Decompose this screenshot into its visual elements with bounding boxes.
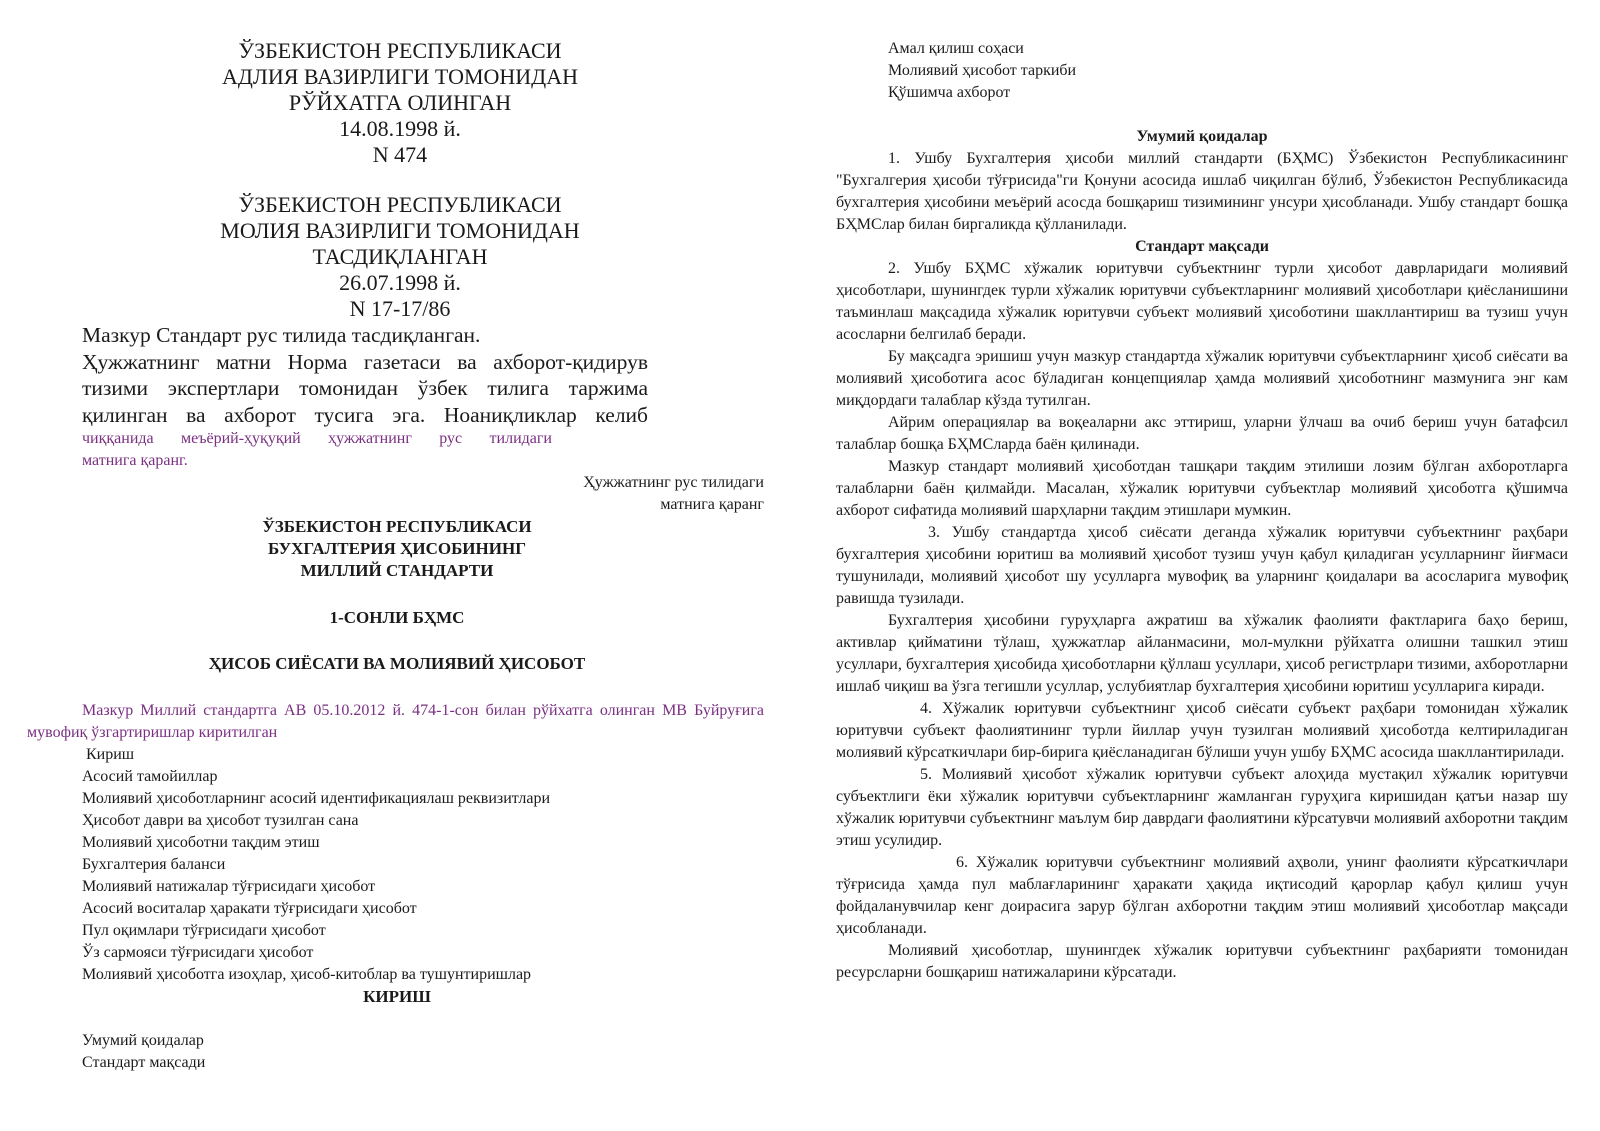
section-heading-standard-goal: Стандарт мақсади	[1135, 238, 1269, 255]
intro-purple-line[interactable]: чиққанида меъёрий-ҳуқуқий ҳужжатнинг рус тилидаги	[82, 430, 552, 447]
intro-purple-line[interactable]: матнига қаранг.	[82, 452, 188, 469]
see-russian-line: матнига қаранг	[660, 496, 764, 513]
paragraph-4: Айрим операциялар ва воқеаларни акс эттириш, уларни ўлчаш ва очиб бериш учун батафсил талаблар бошқа БҲМСларда баён қилинади.	[836, 414, 1568, 453]
registration-stamp	[0, 38, 780, 168]
table-of-contents	[82, 744, 780, 986]
toc-item[interactable]: Стандарт мақсади	[82, 1054, 206, 1071]
paragraph-8: 4. Хўжалик юритувчи субъектнинг ҳисоб сиёсати субъект раҳбари томонидан хўжалик юритувчи субъект фаолиятининг турли йиллар учун тузилган молиявий ҳисоботда келтириладиган молиявий кўрсаткичлари бир-бирига қиёсланадиган бўлиши учун ушбу БҲМС асосида шакллантирилади.	[836, 700, 1568, 761]
toc-item[interactable]: Бухгалтерия баланси	[82, 856, 226, 873]
paragraph-11: Молиявий ҳисоботлар, шунингдек хўжалик юритувчи субъектнинг раҳбарияти томонидан ресурсларни бошқариш натижаларини кўрсатади.	[836, 942, 1568, 981]
intro-line: қилинган ва ахборот тусига эга. Ноаниқликлар келиб	[82, 402, 648, 427]
toc-item[interactable]: Умумий қоидалар	[82, 1032, 204, 1049]
paragraph-6: 3. Ушбу стандартда ҳисоб сиёсати деганда хўжалик юритувчи субъектнинг раҳбари бухгалтерия ҳисобини юритиш ва молиявий ҳисобот тузиш учун қабул қиладиган усулларнинг йиғмаси тушунилади, молиявий ҳисобот шу усулларга мувофиқ ва уларнинг қоидалари ва асосларига мувофиқ равишда тузилади.	[836, 524, 1568, 607]
paragraph-3: Бу мақсадга эришиш учун мазкур стандартда хўжалик юритувчи субъектларнинг ҳисоб сиёсати ва молиявий ҳисоботига асос бўладиган концепциялар ҳамда молиявий ҳисоботнинг мазмунига энг кам миқдордаги талаблар кўзда тутилган.	[836, 348, 1568, 409]
paragraph-1: 1. Ушбу Бухгалтерия ҳисоби миллий стандарти (БҲМС) Ўзбекистон Республикасининг "Бухгалгерия ҳисоби тўғрисида"ги Қонуни асосида ишлаб чиқилган бўлиб, Ўзбекистон Республикасида бухгалтерия ҳисобини меъёрий асосда бошқариш тизимининг унсури ҳисобланади. Ушбу стандарт бошқа БҲМСлар билан биргаликда қўлланилади.	[836, 150, 1568, 233]
introduction-subsections	[82, 1030, 780, 1074]
paragraph-9: 5. Молиявий ҳисобот хўжалик юритувчи субъект алоҳида мустақил хўжалик юритувчи субъектлиги ёки хўжалик юритувчи субъектларнинг жамланган гуруҳига киришидан қатъи назар шу хўжалик юритувчи субъектнинг маълум бир даврдаги фаолиятини кўрсатувчи молиявий ахборотни тақдим этиш усулидир.	[836, 766, 1568, 849]
see-russian-note	[0, 472, 764, 516]
approval-stamp	[0, 192, 780, 322]
toc-item[interactable]: Асосий тамойиллар	[82, 768, 218, 785]
toc-item[interactable]: Молиявий ҳисоботларнинг асосий идентификациялаш реквизитлари	[82, 790, 551, 807]
registration-line: РЎЙХАТГА ОЛИНГАН	[288, 90, 512, 115]
translation-note-link[interactable]	[82, 428, 552, 472]
paragraph-7: Бухгалтерия ҳисобини гуруҳларга ажратиш ва хўжалик фаолияти фактларига баҳо бериш, активлар қийматини тўлаш, ҳужжатлар айланмасини, мол-мулкни рўйхатга олишни ташкил этиш усуллари, бухгалтерия ҳисобида ҳисоботларни қўллаш усуллари, ҳисоб регистрлари тизими, ахборотларни ишлаб чиқиш ва ўзга тегишли усуллар, услубиятлар бухгалтерия ҳисобини юритиш усулларига киради.	[836, 612, 1568, 695]
toc-continued	[888, 38, 1568, 104]
standard-title: ҲИСОБ СИЁСАТИ ВА МОЛИЯВИЙ ҲИСОБОТ	[208, 654, 586, 673]
registration-date: 14.08.1998 й.	[339, 116, 461, 141]
standard-header-line: ЎЗБЕКИСТОН РЕСПУБЛИКАСИ	[262, 517, 532, 536]
approval-line: МОЛИЯ ВАЗИРЛИГИ ТОМОНИДАН	[220, 218, 580, 243]
section-heading-general-rules: Умумий қоидалар	[1136, 128, 1268, 145]
toc-item[interactable]: Пул оқимлари тўғрисидаги ҳисобот	[82, 922, 326, 939]
toc-item[interactable]: Молиявий ҳисоботга изоҳлар, ҳисоб-китоблар ва тушунтиришлар	[82, 966, 532, 983]
standard-header-line: МИЛЛИЙ СТАНДАРТИ	[300, 561, 494, 580]
toc-item[interactable]: Молиявий ҳисоботни тақдим этиш	[82, 834, 320, 851]
see-russian-line: Ҳужжатнинг рус тилидаги	[583, 474, 764, 491]
standard-header-line: БУХГАЛТЕРИЯ ҲИСОБИНИНГ	[267, 539, 527, 558]
toc-item[interactable]: Қўшимча ахборот	[888, 84, 1011, 101]
approval-number: N 17-17/86	[349, 296, 451, 321]
standard-number: 1-СОНЛИ БҲМС	[329, 608, 465, 627]
left-column	[0, 38, 780, 1074]
standard-header	[0, 516, 780, 582]
toc-item[interactable]: Амал қилиш соҳаси	[888, 40, 1024, 57]
toc-item[interactable]: Кириш	[86, 746, 135, 763]
toc-item[interactable]: Ҳисобот даври ва ҳисобот тузилган сана	[82, 812, 359, 829]
intro-line: тизими экспертлари томонидан ўзбек тилига таржима	[82, 376, 648, 400]
toc-item[interactable]: Молиявий натижалар тўғрисидаги ҳисобот	[82, 878, 376, 895]
toc-item[interactable]: Молиявий ҳисобот таркиби	[888, 62, 1077, 79]
paragraph-5: Мазкур стандарт молиявий ҳисоботдан ташқари тақдим этилиши лозим бўлган ахборотларга талабларни баён қилмайди. Масалан, хўжалик юритувчи субъектлар молиявий ҳисоботга қўшимча ахборот сифатида молиявий шарҳларни тақдим этишлари мумкин.	[836, 458, 1568, 519]
approval-line: ТАСДИҚЛАНГАН	[312, 244, 488, 269]
toc-item[interactable]: Ўз сармояси тўғрисидаги ҳисобот	[82, 944, 314, 961]
registration-line: ЎЗБЕКИСТОН РЕСПУБЛИКАСИ	[238, 38, 562, 63]
paragraph-2: 2. Ушбу БҲМС хўжалик юритувчи субъектнинг турли ҳисобот даврларидаги молиявий ҳисоботлари, шунингдек турли хўжалик юритувчи субъектларнинг молиявий ҳисоботлари қиёсланишини таъминлаш мақсадида хўжалик юритувчи субъект молиявий ҳисоботини шакллантириш ва тузиш учун асосларни белгилаб беради.	[836, 260, 1568, 343]
translation-note	[82, 322, 648, 428]
registration-number: N 474	[372, 142, 428, 167]
approval-line: ЎЗБЕКИСТОН РЕСПУБЛИКАСИ	[238, 192, 562, 217]
right-column	[836, 38, 1568, 984]
amendment-note[interactable]: Мазкур Миллий стандартга АВ 05.10.2012 й. 474-1-сон билан рўйхатга олинган МВ Буйруғига мувофиқ ўзгартиришлар киритилган	[27, 702, 764, 741]
section-heading-introduction: КИРИШ	[363, 987, 431, 1006]
toc-item[interactable]: Асосий воситалар ҳаракати тўғрисидаги ҳисобот	[82, 900, 417, 917]
intro-line: Ҳужжатнинг матни Норма газетаси ва ахборот-қидирув	[82, 349, 648, 374]
registration-line: АДЛИЯ ВАЗИРЛИГИ ТОМОНИДАН	[222, 64, 578, 89]
intro-line: Мазкур Стандарт рус тилида тасдиқланган.	[82, 323, 481, 347]
paragraph-10: 6. Хўжалик юритувчи субъектнинг молиявий аҳволи, унинг фаолияти кўрсаткичлари тўғрисида ҳамда пул маблағларининг ҳаракати ҳақида иқтисодий қарорлар қабул қилиш учун фойдаланувчилар кенг доирасига зарур бўлган ахборотни тақдим этиш молиявий ҳисоботлар мақсади ҳисобланади.	[836, 854, 1568, 937]
approval-date: 26.07.1998 й.	[339, 270, 461, 295]
